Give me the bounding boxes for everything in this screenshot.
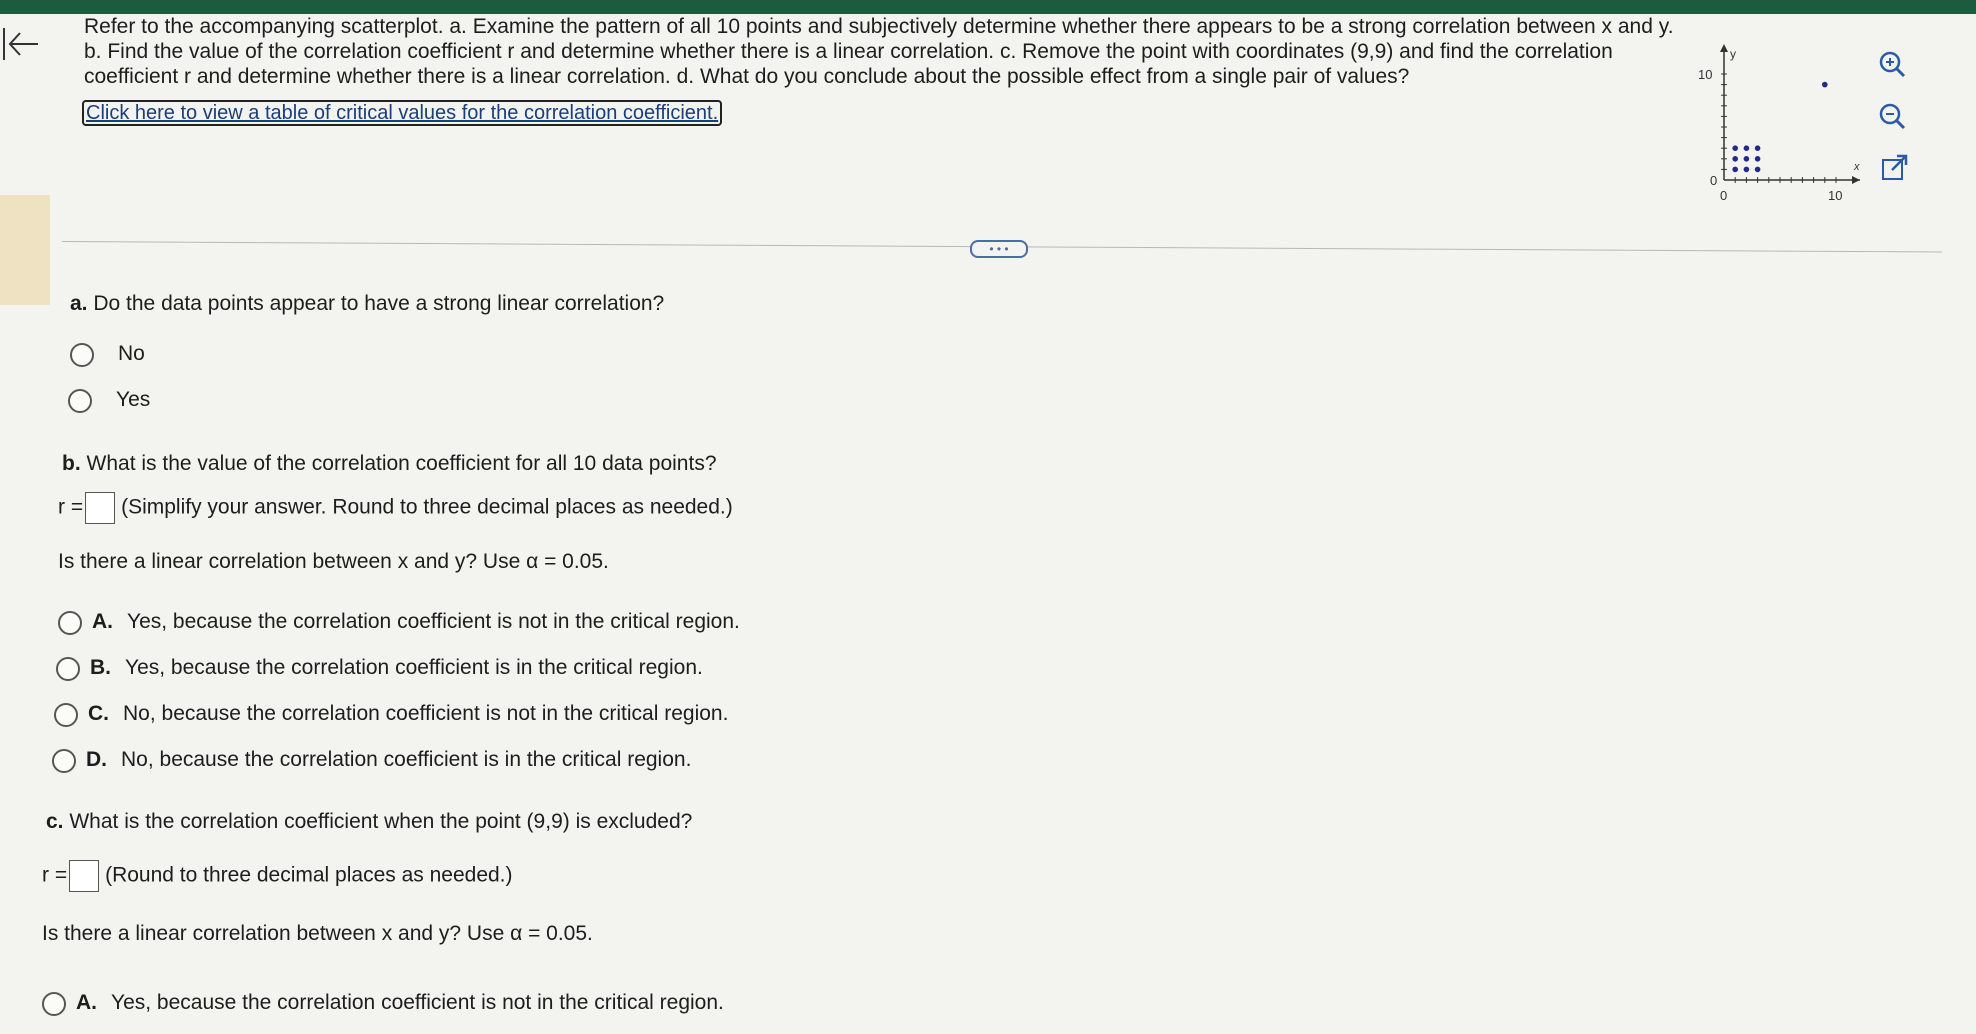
scatter-point	[1744, 145, 1750, 151]
part-b-r-label: r =	[58, 495, 84, 519]
y-axis-arrow	[1720, 44, 1728, 52]
part-c-r-label: r =	[42, 863, 68, 887]
scatter-point	[1755, 156, 1761, 162]
part-c-prompt	[46, 810, 692, 834]
part-b-option-a[interactable]	[92, 610, 740, 634]
part-b-letter: b.	[62, 452, 81, 475]
option-letter: A.	[92, 610, 113, 633]
part-a-option-yes[interactable]: Yes	[116, 388, 151, 411]
scatter-point	[1744, 167, 1750, 173]
part-b-radio-d[interactable]	[52, 749, 76, 773]
y-axis-label: y	[1730, 47, 1736, 61]
scatter-point	[1732, 167, 1738, 173]
part-c-text: What is the correlation coefficient when the point (9,9) is excluded?	[69, 810, 693, 833]
part-b-r-input[interactable]	[85, 492, 115, 524]
part-b-option-d[interactable]	[86, 748, 691, 772]
part-b-text: What is the value of the correlation coefficient for all 10 data points?	[86, 452, 717, 475]
part-c-r-row	[42, 860, 513, 892]
question-text	[84, 14, 1684, 89]
part-b-linear-question: Is there a linear correlation between x and y? Use α = 0.05.	[58, 550, 609, 573]
x-axis-label: x	[1854, 161, 1860, 173]
option-text: No, because the correlation coefficient is in the critical region.	[121, 748, 692, 771]
scatter-point	[1755, 167, 1761, 173]
option-letter: C.	[88, 702, 109, 725]
part-b-prompt	[62, 452, 717, 476]
scatter-point	[1732, 156, 1738, 162]
left-accent-strip	[0, 195, 50, 305]
part-b-option-c[interactable]	[88, 702, 728, 726]
option-letter: A.	[76, 991, 97, 1014]
part-a-prompt	[70, 292, 664, 316]
zoom-out-icon[interactable]	[1876, 100, 1908, 132]
part-b-radio-c[interactable]	[54, 703, 78, 727]
part-c-linear-question: Is there a linear correlation between x and y? Use α = 0.05.	[42, 922, 593, 945]
part-c-option-a[interactable]	[76, 991, 724, 1015]
question-line-2: b. Find the value of the correlation coefficient r and determine whether there is a linear correlation. c. Remove the point with coordinates (9,9) and find the correlation	[84, 40, 1613, 63]
option-text: No, because the correlation coefficient is not in the critical region.	[123, 702, 729, 725]
x-tick-label-0: 0	[1720, 188, 1728, 203]
part-c-letter: c.	[46, 810, 64, 833]
scatterplot	[1684, 40, 1864, 220]
option-text: Yes, because the correlation coefficient is not in the critical region.	[127, 610, 740, 633]
question-line-3: coefficient r and determine whether there is a linear correlation. d. What do you conclude about the possible effect from a single pair of values?	[84, 65, 1410, 88]
part-b-hint: (Simplify your answer. Round to three decimal places as needed.)	[121, 495, 733, 519]
part-b-option-b[interactable]	[90, 656, 703, 680]
option-letter: D.	[86, 748, 107, 771]
scatter-point	[1732, 145, 1738, 151]
expand-button[interactable]: • • •	[970, 240, 1028, 258]
back-arrow-icon[interactable]	[2, 24, 42, 64]
y-tick-label-0: 0	[1710, 173, 1718, 188]
part-a-letter: a.	[70, 292, 88, 315]
critical-values-link[interactable]: Click here to view a table of critical values for the correlation coefficient.	[82, 100, 722, 126]
part-a-radio-no[interactable]	[70, 343, 94, 367]
top-bar	[0, 0, 1976, 14]
part-b-radio-b[interactable]	[56, 657, 80, 681]
part-c-radio-a[interactable]	[42, 992, 66, 1016]
x-tick-label-10: 10	[1828, 188, 1843, 203]
part-a-option-no[interactable]: No	[118, 342, 145, 365]
part-b-radio-a[interactable]	[58, 611, 82, 635]
axis-ticks	[1721, 74, 1836, 183]
scatter-point	[1744, 156, 1750, 162]
part-b-r-row	[58, 492, 733, 524]
option-text: Yes, because the correlation coefficient is not in the critical region.	[111, 991, 724, 1014]
y-tick-label-10: 10	[1698, 67, 1713, 82]
popout-icon[interactable]	[1878, 152, 1910, 184]
scatter-point	[1755, 145, 1761, 151]
question-line-1: Refer to the accompanying scatterplot. a. Examine the pattern of all 10 points and subjectively determine whether there appears to be a strong correlation between x and y.	[84, 15, 1674, 38]
part-a-text: Do the data points appear to have a strong linear correlation?	[93, 292, 665, 315]
option-text: Yes, because the correlation coefficient is in the critical region.	[125, 656, 703, 679]
scatter-point	[1822, 82, 1828, 88]
zoom-in-icon[interactable]	[1876, 48, 1908, 80]
part-c-hint: (Round to three decimal places as needed.)	[105, 863, 513, 887]
x-axis-arrow	[1852, 176, 1860, 184]
part-a-radio-yes[interactable]	[68, 389, 92, 413]
option-letter: B.	[90, 656, 111, 679]
part-c-r-input[interactable]	[69, 860, 99, 892]
